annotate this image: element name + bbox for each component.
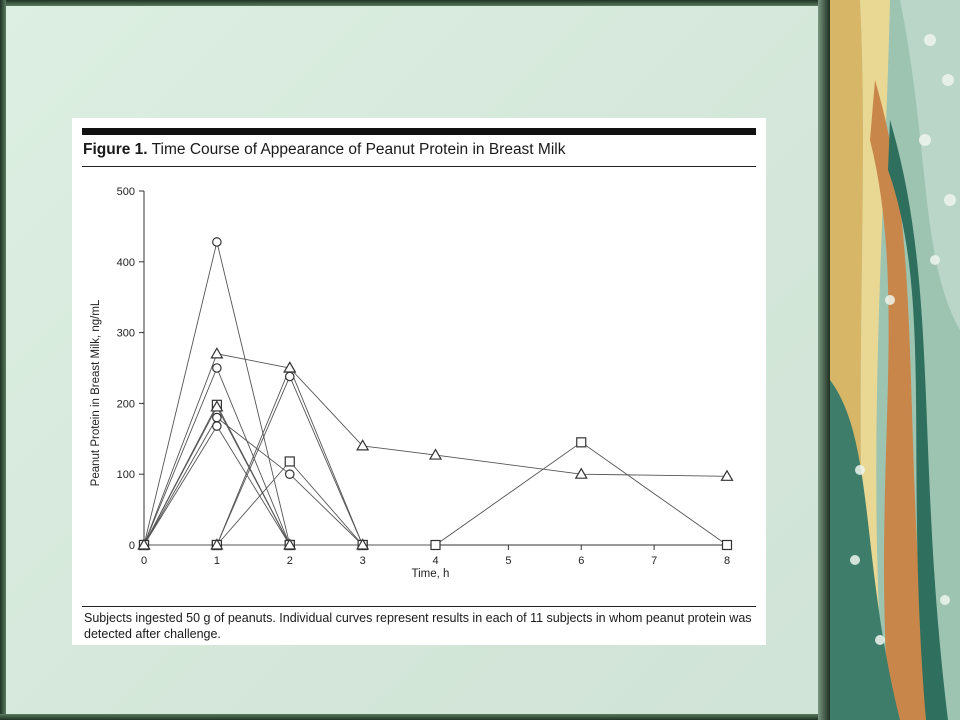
slide-frame-top — [0, 0, 826, 6]
y-tick-label: 300 — [116, 327, 135, 340]
y-tick-label: 200 — [116, 398, 135, 411]
y-tick-label: 500 — [116, 186, 135, 198]
x-tick-label: 5 — [505, 555, 512, 567]
x-tick-label: 6 — [578, 555, 585, 567]
slide-frame-left — [0, 0, 6, 720]
data-point-circle — [213, 413, 221, 421]
series-line — [144, 242, 290, 545]
x-axis-title: Time, h — [411, 568, 450, 580]
figure-card — [72, 118, 766, 645]
data-point-circle — [213, 364, 221, 372]
series-line — [144, 426, 290, 545]
data-point-square — [723, 541, 732, 550]
figure-title-text: Time Course of Appearance of Peanut Protein in Breast Milk — [151, 141, 566, 158]
figure-label: Figure 1. — [83, 141, 148, 158]
data-point-square — [577, 438, 586, 447]
data-point-square — [431, 541, 440, 550]
x-tick-label: 4 — [432, 555, 439, 567]
line-chart — [72, 118, 766, 645]
y-tick-label: 100 — [116, 469, 135, 482]
x-tick-label: 8 — [723, 555, 731, 567]
data-point-triangle — [211, 348, 222, 358]
figure-caption: Subjects ingested 50 g of peanuts. Individual curves represent results in each of 11 subjects in whom peanut protein was detected after challenge. — [84, 611, 752, 641]
x-tick-label: 1 — [213, 555, 220, 567]
data-point-triangle — [722, 471, 733, 481]
data-point-circle — [213, 238, 221, 246]
data-point-circle — [286, 470, 294, 478]
series-line — [144, 368, 290, 545]
slide-frame-bottom — [0, 714, 826, 720]
y-axis-title: Peanut Protein in Breast Milk, ng/mL — [90, 299, 102, 487]
y-tick-label: 0 — [128, 540, 135, 552]
data-point-circle — [286, 372, 294, 380]
x-tick-label: 0 — [140, 555, 148, 567]
floral-pattern-icon — [830, 0, 960, 720]
y-tick-label: 400 — [116, 256, 135, 269]
x-tick-label: 3 — [359, 555, 366, 567]
slide-frame-right — [818, 0, 830, 720]
figure-caption-rule — [82, 606, 756, 607]
data-point-square — [285, 457, 294, 466]
x-tick-label: 7 — [651, 555, 658, 567]
x-tick-label: 2 — [286, 555, 293, 567]
data-point-circle — [213, 422, 221, 430]
